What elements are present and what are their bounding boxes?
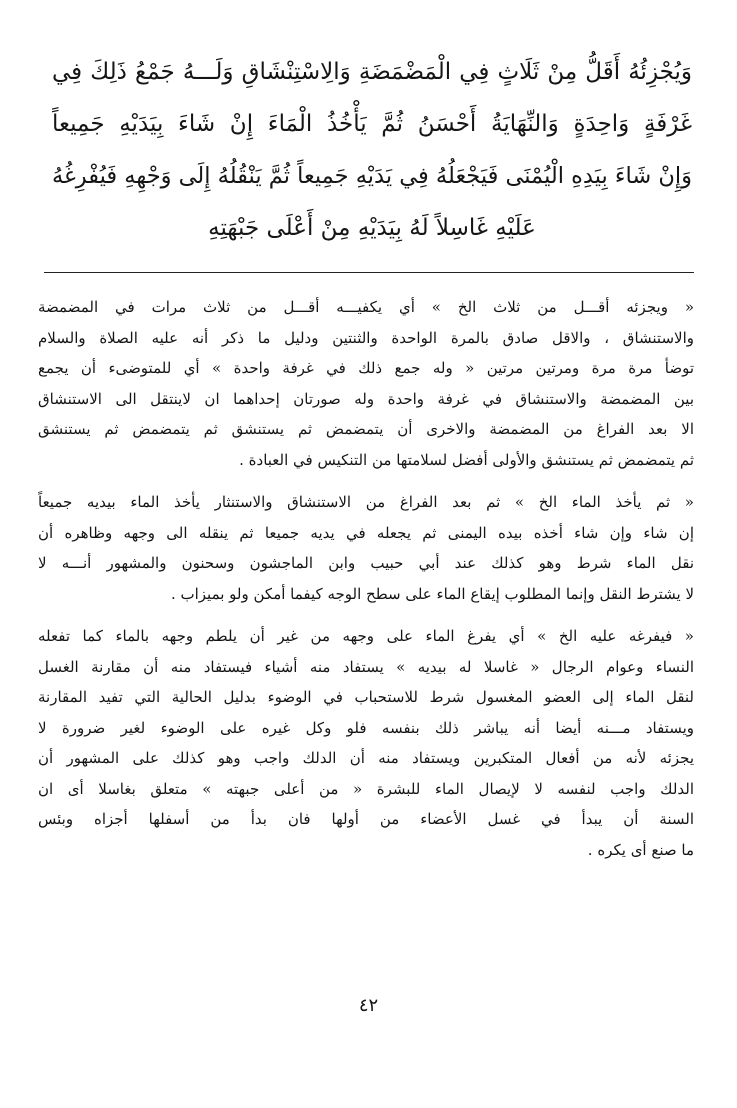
commentary-line: إن شاء وإن شاء أخذه بيده اليمنى ثم يجعله في يديه جميعا ثم ينقله الى وجهه وظاهره أن [38, 523, 694, 542]
commentary-line: « ويجزئه أقـــل من ثلاث الخ » أي يكفيـــه أقـــل من ثلاث مرات في المضمضة [38, 298, 694, 316]
page-number: ٤٢ [358, 995, 379, 1016]
commentary-paragraph [38, 292, 694, 475]
commentary-line: ويستفاد مـــنه أيضا أنه يباشر ذلك بنفسه فلو وكل غيره على الوضوء لغير ضرورة لا [38, 718, 694, 737]
main-text-line: وَيُجْزِئُهُ أَقَلُّ مِنْ ثَلَاثٍ فِي الْمَضْمَضَةِ وَالِاسْتِنْشَاقِ وَلَـــهُ جَمْعُ ذَلِكَ فِي [52, 59, 692, 85]
main-text-line: وَإِنْ شَاءَ بِيَدِهِ الْيُمْنَى فَيَجْعَلُهُ فِي يَدَيْهِ جَمِيعاً ثُمَّ يَنْقُلُهُ إِلَى وَجْهِهِ فَيُفْرِغُهُ [51, 163, 692, 189]
commentary-paragraph [38, 621, 694, 865]
commentary-block [38, 292, 694, 877]
commentary-line: والاستنشاق ، والاقل صادق بالمرة الواحدة والثنتين ودليل ما ذكر أنه عليه الصلاة والسلام [38, 328, 694, 347]
commentary-line: السنة أن يبدأ في غسل الأعضاء من أولها فان بدأ من أسفلها أجزاه وبئس [38, 810, 694, 828]
commentary-line: « ثم يأخذ الماء الخ » ثم بعد الفراغ من الاستنشاق والاستنثار يأخذ الماء بيديه جميعاً [38, 493, 694, 511]
commentary-line: ثم يتمضمض ثم يستنشق والأولى أفضل لسلامتها من التنكيس في العبادة . [239, 450, 694, 469]
commentary-line: توضأ مرة مرة ومرتين مرتين « وله جمع ذلك في غرفة واحدة » أي للمتوضىء أن يجمع [38, 359, 694, 377]
commentary-line: الا بعد الفراغ من المضمضة والاخرى أن يتمضمض ثم يستنشق ثم يتمضمض ثم يستنشق [38, 420, 694, 438]
commentary-paragraph [38, 487, 694, 609]
commentary-line: لنقل الماء إلى العضو المغسول شرط للاستحباب في الوضوء بدليل الحالية التي تفيد المقارنة [38, 688, 694, 706]
main-text-line: عَلَيْهِ غَاسِلاً لَهُ بِيَدَيْهِ مِنْ أَعْلَى جَبْهَتِهِ [208, 215, 536, 241]
commentary-line: الدلك واجب لنفسه لا لإيصال الماء للبشرة « من أعلى جبهته » متعلق بغاسلا أى ان [38, 779, 694, 798]
main-text-line: غَرْفَةٍ وَاحِدَةٍ وَالنِّهَايَةُ أَحْسَنُ ثُمَّ يَأْخُذُ الْمَاءَ إِنْ شَاءَ بِيَدَيْهِ جَمِيعاً [52, 111, 692, 137]
commentary-line: ما صنع أى يكره . [587, 840, 694, 859]
commentary-line: يجزئه لأنه من أفعال المتكبرين ويستفاد منه أن الدلك واجب وهو كذلك على المشهور أن [38, 749, 694, 767]
main-text-block [52, 46, 692, 254]
commentary-line: بين المضمضة والاستنشاق في غرفة واحدة وله صورتان إحداهما ان لاينتقل الى الاستنشاق [38, 389, 694, 408]
section-divider [44, 272, 694, 273]
commentary-line: نقل الماء شرط وهو كذلك عند أبي حبيب وابن الماجشون وسحنون والمشهور أنـــه لا [38, 554, 694, 572]
commentary-line: « فيفرغه عليه الخ » أي يفرغ الماء على وجهه من غير أن يلطم وجهه بالماء كما تفعله [38, 627, 694, 645]
commentary-line: لا يشترط النقل وإنما المطلوب إيقاع الماء على سطح الوجه كيفما أمكن ولو بميزاب . [170, 584, 694, 603]
commentary-line: النساء وعوام الرجال « غاسلا له بيديه » يستفاد منه أشياء فيستفاد منه أن مقارنة الغسل [38, 657, 694, 676]
